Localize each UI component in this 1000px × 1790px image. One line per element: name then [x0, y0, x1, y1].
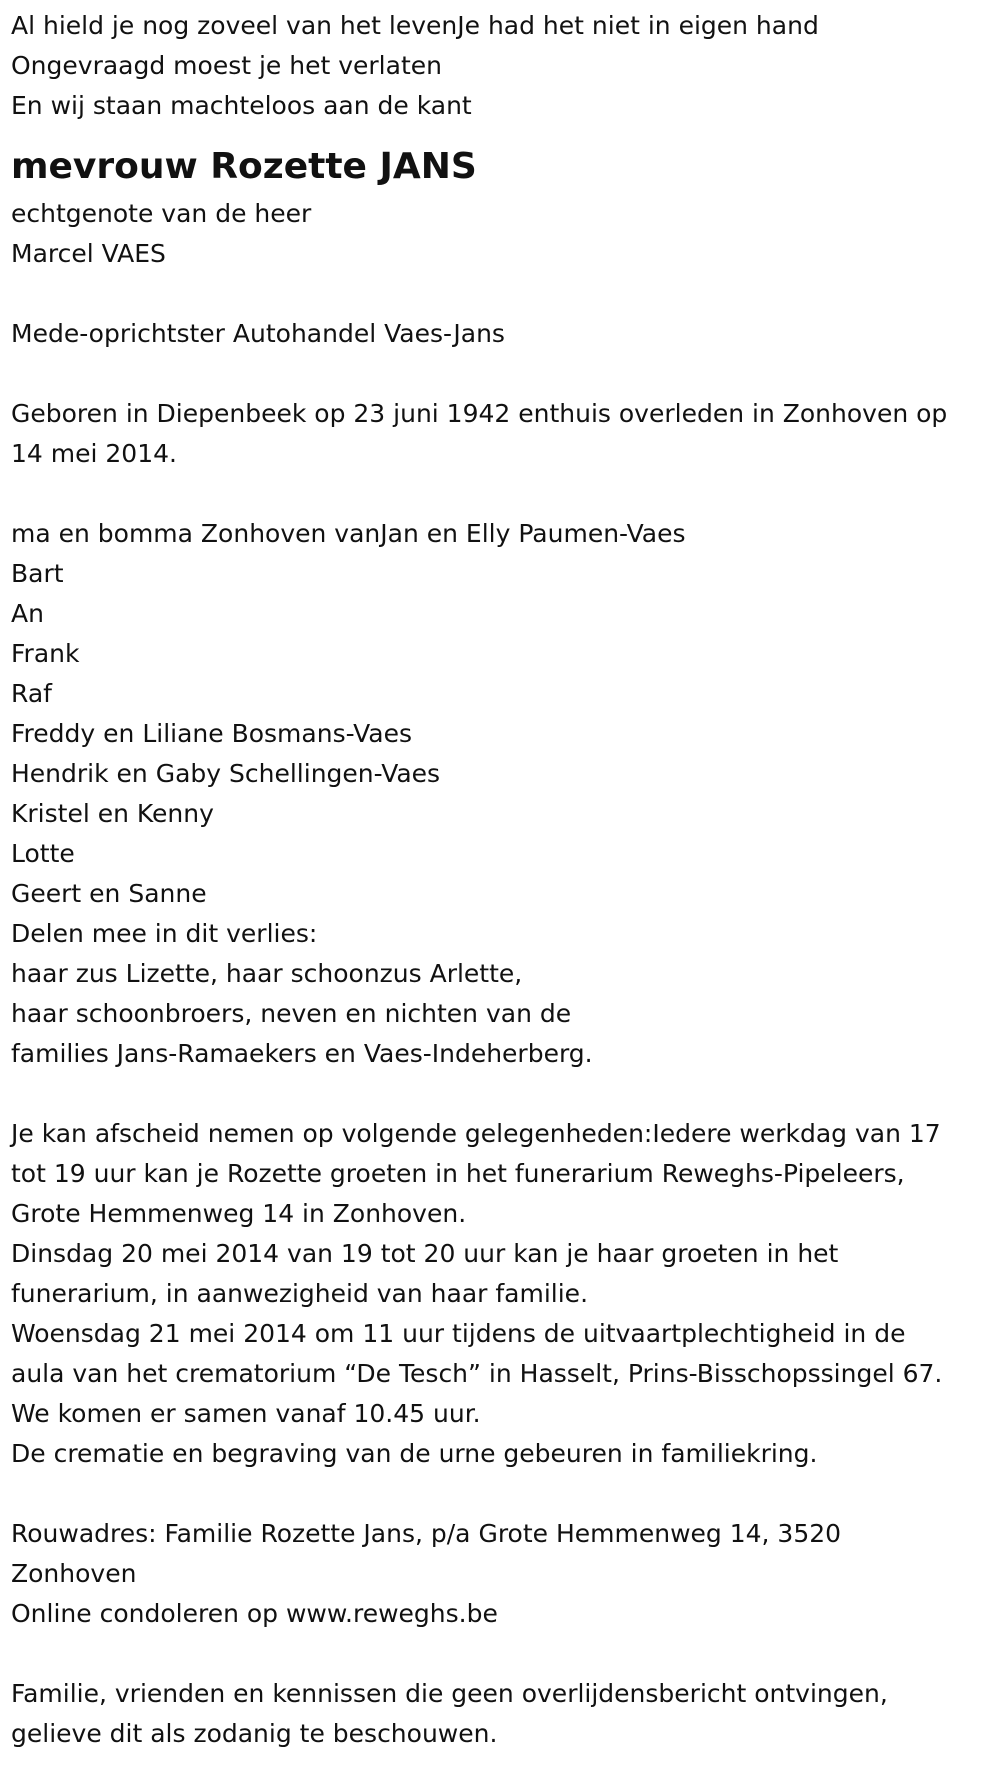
family-line: haar schoonbroers, neven en nichten van de — [11, 999, 572, 1028]
spacer — [11, 1474, 1000, 1514]
poem-line-2: Ongevraagd moest je het verlaten — [11, 51, 442, 80]
spouse-block — [11, 194, 1000, 274]
family-line: Lotte — [11, 839, 75, 868]
address-line-1: Rouwadres: Familie Rozette Jans, p/a Grote Hemmenweg 14, 3520 — [11, 1519, 842, 1548]
poem-line-1: Al hield je nog zoveel van het levenJe had het niet in eigen hand — [11, 11, 819, 40]
poem-block — [11, 6, 1000, 126]
closing-line-1: Familie, vrienden en kennissen die geen overlijdensbericht ontvingen, — [11, 1679, 888, 1708]
address-block — [11, 1514, 1000, 1634]
farewell-line: Grote Hemmenweg 14 in Zonhoven. — [11, 1199, 467, 1228]
birth-death-line-1: Geboren in Diepenbeek op 23 juni 1942 enthuis overleden in Zonhoven op — [11, 399, 948, 428]
closing-block — [11, 1674, 1000, 1754]
farewell-line: We komen er samen vanaf 10.45 uur. — [11, 1399, 481, 1428]
spacer — [11, 1634, 1000, 1674]
family-block — [11, 514, 1000, 1074]
farewell-block — [11, 1114, 1000, 1474]
condolence-link-line: Online condoleren op www.reweghs.be — [11, 1599, 498, 1628]
family-line: Delen mee in dit verlies: — [11, 919, 318, 948]
farewell-line: Je kan afscheid nemen op volgende gelegenheden:Iedere werkdag van 17 — [11, 1119, 941, 1148]
family-line: Hendrik en Gaby Schellingen-Vaes — [11, 759, 441, 788]
family-line: Bart — [11, 559, 64, 588]
family-line: Geert en Sanne — [11, 879, 207, 908]
farewell-line: Dinsdag 20 mei 2014 van 19 tot 20 uur kan je haar groeten in het — [11, 1239, 839, 1268]
farewell-line: Woensdag 21 mei 2014 om 11 uur tijdens de uitvaartplechtigheid in de — [11, 1319, 906, 1348]
family-line: Frank — [11, 639, 80, 668]
role-line: Mede-oprichtster Autohandel Vaes-Jans — [11, 319, 505, 348]
family-line: Kristel en Kenny — [11, 799, 214, 828]
spacer — [11, 274, 1000, 314]
family-line: ma en bomma Zonhoven vanJan en Elly Paumen-Vaes — [11, 519, 686, 548]
spacer — [11, 1074, 1000, 1114]
farewell-line: funerarium, in aanwezigheid van haar familie. — [11, 1279, 589, 1308]
spacer — [11, 474, 1000, 514]
family-line: families Jans-Ramaekers en Vaes-Indeherberg. — [11, 1039, 593, 1068]
farewell-line: De crematie en begraving van de urne gebeuren in familiekring. — [11, 1439, 818, 1468]
address-line-2: Zonhoven — [11, 1559, 137, 1588]
family-line: Raf — [11, 679, 52, 708]
spacer — [11, 354, 1000, 394]
poem-line-3: En wij staan machteloos aan de kant — [11, 91, 472, 120]
family-line: Freddy en Liliane Bosmans-Vaes — [11, 719, 413, 748]
closing-line-2: gelieve dit als zodanig te beschouwen. — [11, 1719, 498, 1748]
farewell-line: aula van het crematorium “De Tesch” in Hasselt, Prins-Bisschopssingel 67. — [11, 1359, 943, 1388]
deceased-name: mevrouw Rozette JANS — [11, 146, 477, 187]
spouse-line-1: echtgenote van de heer — [11, 199, 312, 228]
birth-death-line-2: 14 mei 2014. — [11, 439, 177, 468]
birth-death-block — [11, 394, 1000, 474]
farewell-line: tot 19 uur kan je Rozette groeten in het funerarium Reweghs-Pipeleers, — [11, 1159, 905, 1188]
family-line: haar zus Lizette, haar schoonzus Arlette, — [11, 959, 523, 988]
spouse-line-2: Marcel VAES — [11, 239, 166, 268]
family-line: An — [11, 599, 44, 628]
